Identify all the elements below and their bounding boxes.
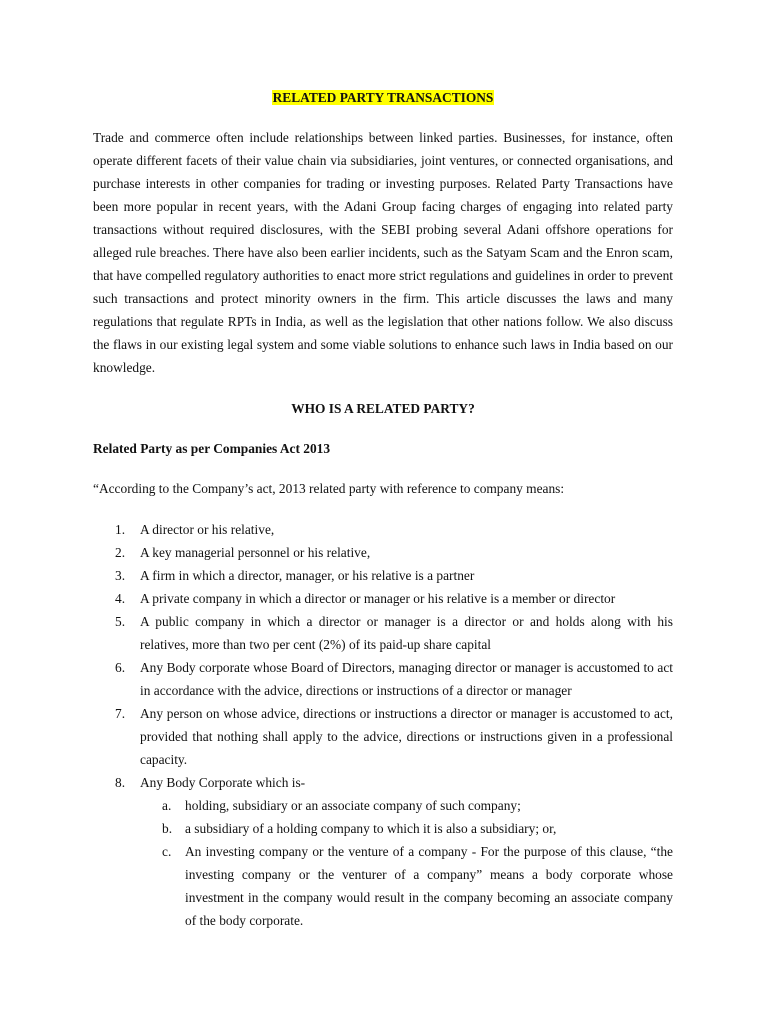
list-item-text: Any Body Corporate which is-: [140, 775, 306, 790]
list-number: 1.: [115, 522, 126, 537]
sublist-letter: b.: [162, 821, 173, 836]
list-number: 7.: [115, 706, 126, 721]
list-item-text: A director or his relative,: [140, 522, 275, 537]
list-item: [93, 587, 673, 610]
body-corporate-sublist: [140, 794, 673, 932]
related-party-list: [93, 518, 673, 932]
sublist-letter: a.: [162, 798, 172, 813]
list-item: [93, 771, 673, 932]
sublist-item-text: An investing company or the venture of a company - For the purpose of this clause, “the investing company or the venturer of a company” means a body corporate whose investment in the company would result in the company becoming an associate company of the body corporate.: [185, 844, 673, 928]
list-number: 2.: [115, 545, 126, 560]
list-item: [93, 564, 673, 587]
sublist-item: [140, 817, 673, 840]
list-item: [93, 518, 673, 541]
list-item: [93, 702, 673, 771]
list-item-text: A private company in which a director or manager or his relative is a member or director: [140, 591, 616, 606]
list-number: 6.: [115, 660, 126, 675]
list-item-text: A key managerial personnel or his relative,: [140, 545, 371, 560]
sublist-item: [140, 794, 673, 817]
title-container: [93, 86, 673, 109]
list-number: 8.: [115, 775, 126, 790]
sublist-item: [140, 840, 673, 932]
list-item-text: Any person on whose advice, directions or instructions a director or manager is accustomed to act, provided that nothing shall apply to the advice, directions or instructions given in a professional capacity.: [140, 706, 673, 767]
sublist-item-text: a subsidiary of a holding company to which it is also a subsidiary; or,: [185, 821, 557, 836]
list-item: [93, 656, 673, 702]
lead-quote: “According to the Company’s act, 2013 related party with reference to company means:: [93, 481, 565, 496]
section-heading-related-party: WHO IS A RELATED PARTY?: [291, 401, 475, 416]
list-item-text: A firm in which a director, manager, or his relative is a partner: [140, 568, 475, 583]
list-item-text: Any Body corporate whose Board of Directors, managing director or manager is accustomed to act in accordance with the advice, directions or instructions of a director or manager: [140, 660, 673, 698]
list-item: [93, 610, 673, 656]
list-number: 4.: [115, 591, 126, 606]
intro-paragraph: Trade and commerce often include relationships between linked parties. Businesses, for instance, often operate different facets of their value chain via subsidiaries, joint ventures, or connected organisations, and purchase interests in other companies for trading or investing purposes. Related Party Transactions have been more popular in recent years, with the Adani Group facing charges of engaging into related party transactions without required disclosures, with the SEBI probing several Adani offshore operations for alleged rule breaches. There have also been earlier incidents, such as the Satyam Scam and the Enron scam, that have compelled regulatory authorities to enact more strict regulations and guidelines in order to prevent such transactions and protect minority owners in the firm. This article discusses the laws and many regulations that regulate RPTs in India, as well as the legislation that other nations follow. We also discuss the flaws in our existing legal system and some viable solutions to enhance such laws in India based on our knowledge.: [93, 130, 673, 375]
subsection-heading-companies-act: Related Party as per Companies Act 2013: [93, 441, 331, 456]
sublist-item-text: holding, subsidiary or an associate company of such company;: [185, 798, 521, 813]
document-page: [93, 86, 673, 932]
document-title: RELATED PARTY TRANSACTIONS: [272, 90, 494, 105]
sublist-letter: c.: [162, 844, 172, 859]
list-item: [93, 541, 673, 564]
list-item-text: A public company in which a director or manager is a director or and holds along with his relatives, more than two per cent (2%) of its paid-up share capital: [140, 614, 673, 652]
list-number: 3.: [115, 568, 126, 583]
list-number: 5.: [115, 614, 126, 629]
